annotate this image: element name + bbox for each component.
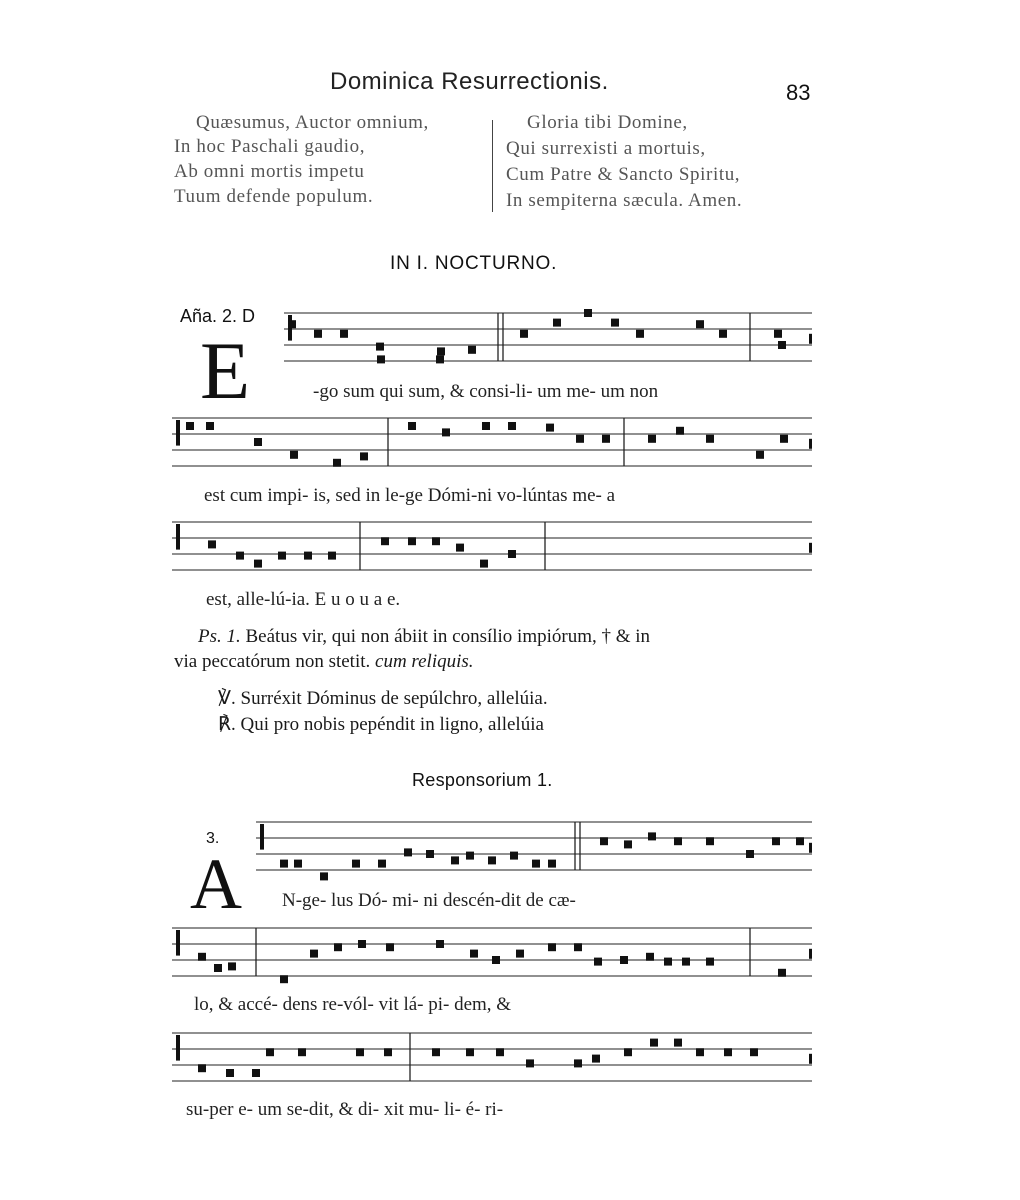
neume [532, 860, 540, 868]
neume [404, 848, 412, 856]
responsory-number: 3. [206, 830, 220, 847]
neume [436, 940, 444, 948]
neume [594, 958, 602, 966]
neume [432, 537, 440, 545]
neume [386, 943, 394, 951]
hymn-right-line: Cum Patre & Sancto Spiritu, [506, 164, 741, 185]
neume [310, 950, 318, 958]
neume [496, 1048, 504, 1056]
psalm-rubric: cum reliquis. [375, 651, 474, 672]
neume [553, 319, 561, 327]
neume [574, 1059, 582, 1067]
neume [334, 943, 342, 951]
responsory-heading: Responsorium 1. [412, 770, 553, 790]
neume [442, 428, 450, 436]
neume [381, 537, 389, 545]
neume [280, 975, 288, 983]
neume [252, 1069, 260, 1077]
neume [611, 319, 619, 327]
neume [356, 1048, 364, 1056]
neume [706, 958, 714, 966]
custos-mark [809, 439, 812, 449]
neume [706, 435, 714, 443]
hymn-left-line: Ab omni mortis impetu [174, 161, 365, 182]
neume [294, 860, 302, 868]
neume [278, 552, 286, 560]
neume [548, 860, 556, 868]
custos-mark [809, 334, 812, 344]
psalm-line [198, 626, 650, 648]
page-number: 83 [786, 80, 811, 105]
responsory-lyrics-line: su-per e- um se-dit, & di- xit mu- li- é- ri- [186, 1099, 504, 1120]
psalm-text: Beátus vir, qui non ábiit in consílio impiórum, † & in [245, 626, 651, 647]
neume [226, 1069, 234, 1077]
neume [592, 1055, 600, 1063]
neume [488, 856, 496, 864]
neume [266, 1048, 274, 1056]
neume [254, 560, 262, 568]
neume [620, 956, 628, 964]
neume [314, 330, 322, 338]
neume [648, 832, 656, 840]
neume [466, 1048, 474, 1056]
neume [600, 837, 608, 845]
neume [510, 852, 518, 860]
neume [333, 459, 341, 467]
neume [778, 341, 786, 349]
neume [480, 560, 488, 568]
antiphon-lyrics-line: -go sum qui sum, & consi-li- um me- um non [313, 381, 659, 402]
neume [466, 852, 474, 860]
neume [328, 552, 336, 560]
neume [574, 943, 582, 951]
neume [437, 347, 445, 355]
neume [298, 1048, 306, 1056]
neume [746, 850, 754, 858]
neume [360, 452, 368, 460]
neume [482, 422, 490, 430]
neume [772, 837, 780, 845]
neume [426, 850, 434, 858]
neume [280, 860, 288, 868]
neume [340, 330, 348, 338]
clef-mark [176, 1035, 180, 1061]
neume [676, 427, 684, 435]
custos-mark [809, 949, 812, 959]
neume [377, 355, 385, 363]
neume [778, 969, 786, 977]
neume [470, 950, 478, 958]
custos-mark [809, 543, 812, 553]
neume [526, 1059, 534, 1067]
clef-mark [176, 930, 180, 956]
clef-mark [176, 420, 180, 446]
hymn-right-line: Qui surrexisti a mortuis, [506, 138, 706, 159]
neume [719, 330, 727, 338]
neume [674, 837, 682, 845]
neume [756, 451, 764, 459]
neume [186, 422, 194, 430]
neume [636, 330, 644, 338]
neume [436, 355, 444, 363]
neume [492, 956, 500, 964]
neume [198, 1064, 206, 1072]
custos-mark [809, 1054, 812, 1064]
neume [408, 422, 416, 430]
neume [624, 1048, 632, 1056]
neume [432, 1048, 440, 1056]
antiphon-lyrics-line: est, alle-lú-ia. E u o u a e. [206, 589, 401, 610]
neume [724, 1048, 732, 1056]
versicle: ℣. Surréxit Dóminus de sepúlchro, allelúia. [218, 688, 548, 709]
neume [456, 544, 464, 552]
neume [682, 958, 690, 966]
neume [648, 435, 656, 443]
neume [696, 320, 704, 328]
clef-mark [176, 524, 180, 550]
page-title: Dominica Resurrectionis. [330, 68, 609, 95]
neume [750, 1048, 758, 1056]
initial-letter: A [190, 844, 242, 924]
neume [774, 330, 782, 338]
neume [451, 856, 459, 864]
neume [384, 1048, 392, 1056]
responsory-lyrics-line: N-ge- lus Dó- mi- ni descén-dit de cæ- [282, 890, 576, 911]
neume [254, 438, 262, 446]
neume [378, 860, 386, 868]
neume [696, 1048, 704, 1056]
neume [198, 953, 206, 961]
neume [780, 435, 788, 443]
neume [214, 964, 222, 972]
neume [508, 422, 516, 430]
neume [236, 552, 244, 560]
responsory-lyrics-line: lo, & accé- dens re-vól- vit lá- pi- dem, & [194, 994, 512, 1015]
neume [650, 1039, 658, 1047]
antiphon-label: Aña. 2. D [180, 306, 256, 326]
hymn-left-line: Tuum defende populum. [174, 186, 374, 207]
neume [576, 435, 584, 443]
nocturn-heading: IN I. NOCTURNO. [390, 253, 558, 274]
neume [358, 940, 366, 948]
neume [320, 872, 328, 880]
neume [706, 837, 714, 845]
neume [468, 346, 476, 354]
neume [548, 943, 556, 951]
hymn-left-line: Quæsumus, Auctor omnium, [196, 112, 429, 133]
neume [288, 320, 296, 328]
hymn-right-line: In sempiterna sæcula. Amen. [506, 190, 743, 211]
neume [304, 552, 312, 560]
neume [208, 540, 216, 548]
neume [624, 840, 632, 848]
antiphon-lyrics-line: est cum impi- is, sed in le-ge Dómi-ni vo-lúntas me- a [204, 485, 616, 506]
neume [408, 537, 416, 545]
neume [290, 451, 298, 459]
neume [796, 837, 804, 845]
hymn-left-line: In hoc Paschali gaudio, [174, 136, 366, 157]
neume [228, 962, 236, 970]
psalm-line [174, 651, 474, 673]
hymn-right-line: Gloria tibi Domine, [527, 112, 688, 133]
response: ℟. Qui pro nobis pepéndit in ligno, allelúia [218, 714, 544, 735]
neume [646, 953, 654, 961]
psalm-label: Ps. 1. [198, 626, 241, 647]
neume [664, 958, 672, 966]
neume [602, 435, 610, 443]
neume [546, 424, 554, 432]
neume [520, 330, 528, 338]
neume [674, 1039, 682, 1047]
neume [584, 309, 592, 317]
neume [206, 422, 214, 430]
neume [376, 343, 384, 351]
initial-letter: E [200, 325, 251, 416]
neume [516, 950, 524, 958]
clef-mark [260, 824, 264, 850]
neume [352, 860, 360, 868]
neume [508, 550, 516, 558]
psalm-text: via peccatórum non stetit. [174, 651, 371, 672]
custos-mark [809, 843, 812, 853]
